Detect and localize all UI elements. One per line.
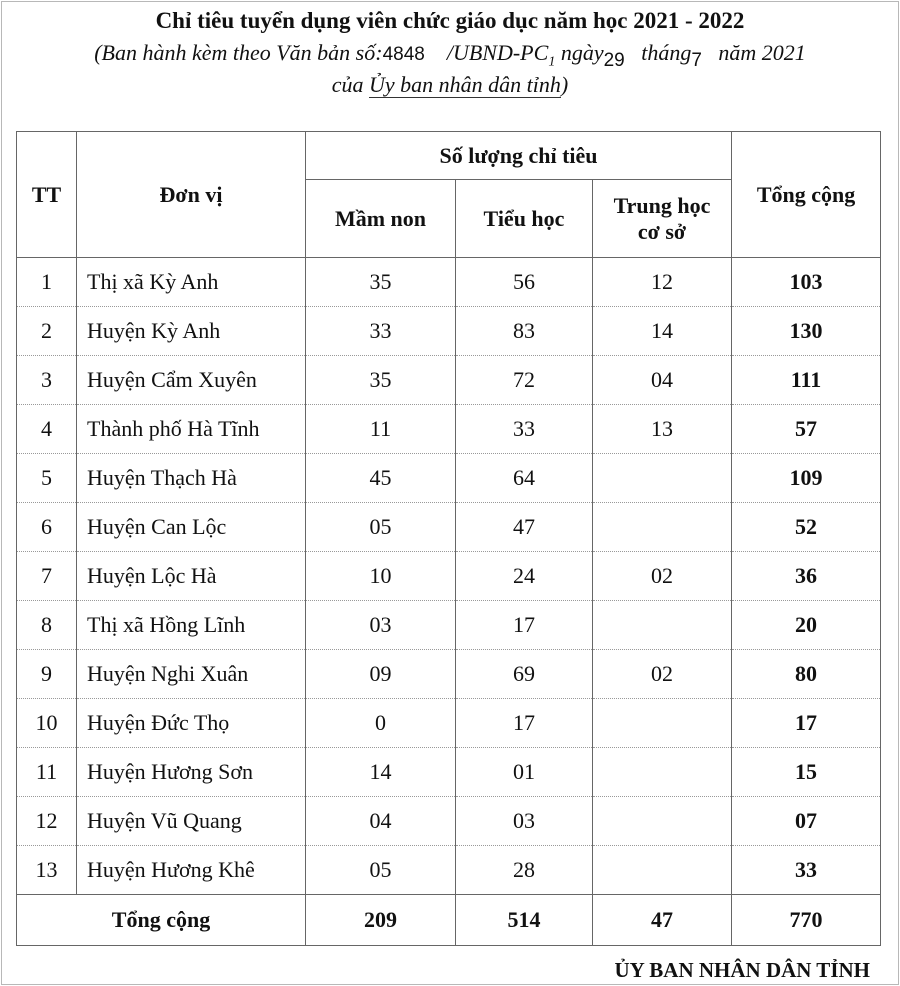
cell-thcs [593, 503, 732, 552]
totals-label: Tổng cộng [17, 895, 306, 946]
cell-tt: 5 [17, 454, 77, 503]
table-row [17, 454, 881, 503]
document-subtitle-line1 [0, 40, 900, 70]
cell-thcs: 13 [593, 405, 732, 454]
doc-sub: 1 [548, 54, 556, 70]
cell-total: 36 [732, 552, 881, 601]
table-row [17, 748, 881, 797]
cell-tieu-hoc: 24 [456, 552, 593, 601]
totals-tieu-hoc: 514 [456, 895, 593, 946]
header-tt: TT [17, 132, 77, 258]
cell-unit: Huyện Cẩm Xuyên [77, 356, 306, 405]
cell-thcs: 02 [593, 650, 732, 699]
cell-thcs [593, 454, 732, 503]
table-row [17, 552, 881, 601]
cell-tt: 3 [17, 356, 77, 405]
header-quota-group: Số lượng chỉ tiêu [306, 132, 732, 180]
header-mam-non: Mầm non [306, 180, 456, 258]
cell-total: 80 [732, 650, 881, 699]
cell-mam-non: 35 [306, 258, 456, 307]
cell-thcs [593, 846, 732, 895]
cell-thcs [593, 797, 732, 846]
cell-unit: Thị xã Kỳ Anh [77, 258, 306, 307]
cell-unit: Huyện Nghi Xuân [77, 650, 306, 699]
cell-tt: 6 [17, 503, 77, 552]
table-row [17, 699, 881, 748]
cell-thcs [593, 699, 732, 748]
totals-mam-non: 209 [306, 895, 456, 946]
header-unit: Đơn vị [77, 132, 306, 258]
totals-grand: 770 [732, 895, 881, 946]
cell-total: 15 [732, 748, 881, 797]
cell-thcs: 02 [593, 552, 732, 601]
cell-unit: Huyện Can Lộc [77, 503, 306, 552]
cell-mam-non: 14 [306, 748, 456, 797]
cell-tieu-hoc: 01 [456, 748, 593, 797]
cell-total: 111 [732, 356, 881, 405]
cell-unit: Huyện Lộc Hà [77, 552, 306, 601]
cell-unit: Huyện Thạch Hà [77, 454, 306, 503]
table-row [17, 356, 881, 405]
cell-total: 33 [732, 846, 881, 895]
cell-mam-non: 45 [306, 454, 456, 503]
cell-total: 109 [732, 454, 881, 503]
cell-mam-non: 04 [306, 797, 456, 846]
cell-total: 17 [732, 699, 881, 748]
header-thcs: Trung học cơ sở [593, 180, 732, 258]
cell-unit: Huyện Đức Thọ [77, 699, 306, 748]
subtitle-mid: /UBND-PC [446, 40, 549, 65]
cell-tieu-hoc: 33 [456, 405, 593, 454]
cell-tieu-hoc: 83 [456, 307, 593, 356]
cell-tt: 11 [17, 748, 77, 797]
cell-thcs: 04 [593, 356, 732, 405]
document-subtitle-line2 [0, 72, 900, 98]
cell-tt: 9 [17, 650, 77, 699]
doc-number: 4848 [382, 44, 425, 65]
totals-thcs: 47 [593, 895, 732, 946]
cell-tieu-hoc: 03 [456, 797, 593, 846]
year-text: năm 2021 [718, 40, 806, 65]
cell-unit: Thành phố Hà Tĩnh [77, 405, 306, 454]
cell-tieu-hoc: 72 [456, 356, 593, 405]
header-total: Tổng cộng [732, 132, 881, 258]
doc-day: 29 [603, 50, 625, 71]
cell-tt: 2 [17, 307, 77, 356]
cell-tt: 1 [17, 258, 77, 307]
cell-tieu-hoc: 64 [456, 454, 593, 503]
table-row [17, 405, 881, 454]
cell-total: 130 [732, 307, 881, 356]
cell-tieu-hoc: 69 [456, 650, 593, 699]
cell-total: 57 [732, 405, 881, 454]
cell-thcs [593, 601, 732, 650]
cell-thcs: 14 [593, 307, 732, 356]
cell-tt: 8 [17, 601, 77, 650]
header-tieu-hoc: Tiểu học [456, 180, 593, 258]
cell-unit: Huyện Hương Sơn [77, 748, 306, 797]
subtitle2-prefix: của [331, 72, 370, 97]
cell-thcs [593, 748, 732, 797]
table-row [17, 650, 881, 699]
table-row [17, 503, 881, 552]
cell-mam-non: 0 [306, 699, 456, 748]
cell-mam-non: 10 [306, 552, 456, 601]
cell-tieu-hoc: 28 [456, 846, 593, 895]
cell-unit: Thị xã Hồng Lĩnh [77, 601, 306, 650]
table-row [17, 307, 881, 356]
signature-authority: ỦY BAN NHÂN DÂN TỈNH [614, 958, 870, 982]
subtitle-prefix: (Ban hành kèm theo Văn bản số: [94, 40, 383, 65]
cell-tieu-hoc: 47 [456, 503, 593, 552]
cell-thcs: 12 [593, 258, 732, 307]
totals-row [17, 895, 881, 946]
cell-tieu-hoc: 56 [456, 258, 593, 307]
cell-tt: 12 [17, 797, 77, 846]
cell-tt: 4 [17, 405, 77, 454]
table-row [17, 601, 881, 650]
cell-total: 52 [732, 503, 881, 552]
table-row [17, 258, 881, 307]
cell-unit: Huyện Hương Khê [77, 846, 306, 895]
cell-mam-non: 35 [306, 356, 456, 405]
month-label: tháng [641, 40, 692, 65]
cell-mam-non: 09 [306, 650, 456, 699]
cell-unit: Huyện Vũ Quang [77, 797, 306, 846]
doc-month: 7 [691, 50, 702, 71]
cell-mam-non: 05 [306, 503, 456, 552]
cell-tieu-hoc: 17 [456, 699, 593, 748]
cell-mam-non: 05 [306, 846, 456, 895]
cell-unit: Huyện Kỳ Anh [77, 307, 306, 356]
cell-total: 103 [732, 258, 881, 307]
quota-table [16, 131, 881, 946]
cell-tt: 10 [17, 699, 77, 748]
document-title: Chỉ tiêu tuyển dụng viên chức giáo dục năm học 2021 - 2022 [155, 8, 745, 33]
cell-mam-non: 33 [306, 307, 456, 356]
cell-mam-non: 03 [306, 601, 456, 650]
cell-total: 20 [732, 601, 881, 650]
day-label: ngày [560, 40, 604, 65]
cell-tt: 13 [17, 846, 77, 895]
cell-tt: 7 [17, 552, 77, 601]
subtitle2-suffix: ) [560, 72, 569, 97]
cell-total: 07 [732, 797, 881, 846]
table-row [17, 846, 881, 895]
cell-mam-non: 11 [306, 405, 456, 454]
table-row [17, 797, 881, 846]
cell-tieu-hoc: 17 [456, 601, 593, 650]
issuing-authority: Ủy ban nhân dân tỉnh [369, 72, 561, 97]
